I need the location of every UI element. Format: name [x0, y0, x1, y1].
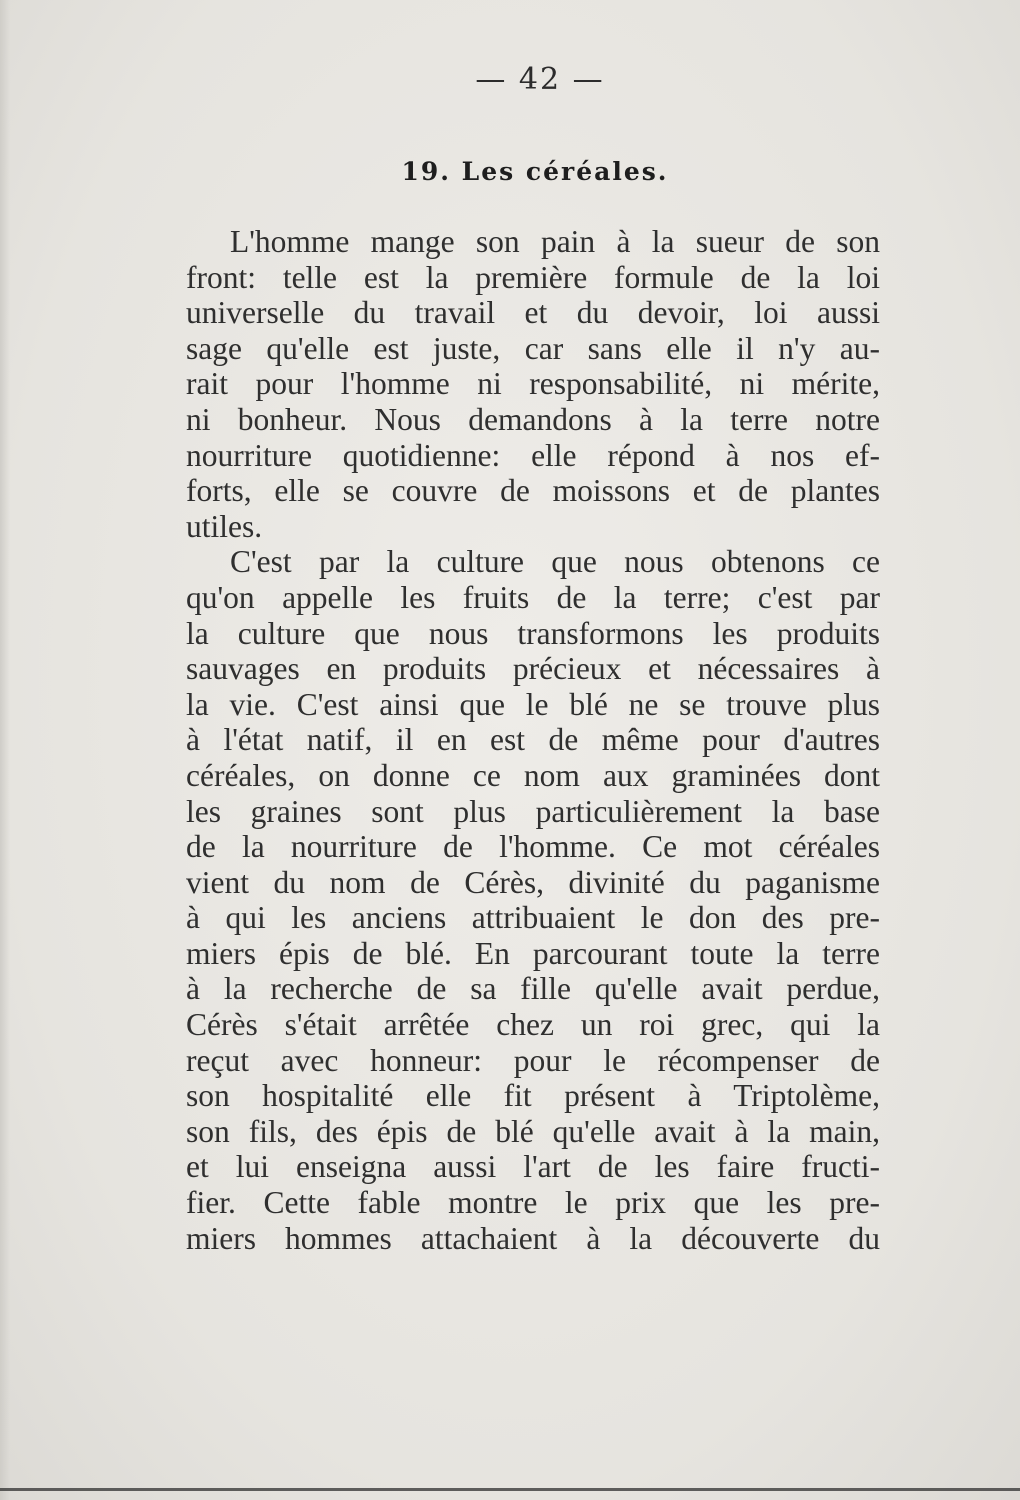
text-line: son fils, des épis de blé qu'elle avait à la main, — [186, 1113, 880, 1149]
page-number: — 42 — — [475, 62, 605, 97]
text-line: C'est par la culture que nous obtenons ce — [230, 544, 880, 580]
text-line: fier. Cette fable montre le prix que les pre- — [186, 1185, 880, 1221]
text-line: de la nourriture de l'homme. Ce mot céréales — [186, 829, 880, 865]
text-line: L'homme mange son pain à la sueur de son — [230, 224, 880, 259]
text-line: céréales, on donne ce nom aux graminées dont — [186, 757, 880, 793]
text-line: les graines sont plus particulièrement la base — [186, 793, 880, 829]
text-line: à l'état natif, il en est de même pour d'autres — [186, 722, 880, 758]
paragraph-1 — [186, 224, 880, 544]
text-line: sage qu'elle est juste, car sans elle il n'y au- — [186, 330, 880, 366]
text-line: forts, elle se couvre de moissons et de plantes — [186, 473, 880, 509]
text-line: reçut avec honneur: pour le récompenser de — [186, 1042, 880, 1078]
text-line: rait pour l'homme ni responsabilité, ni mérite, — [186, 366, 880, 402]
text-line: universelle du travail et du devoir, loi aussi — [186, 295, 880, 331]
text-line: utiles. — [186, 508, 263, 544]
section-title: 19. Les céréales. — [401, 157, 669, 186]
text-line: à qui les anciens attribuaient le don des pre- — [186, 900, 880, 936]
text-line: Cérès s'était arrêtée chez un roi grec, qui la — [186, 1007, 880, 1043]
text-line: la culture que nous transformons les produits — [186, 615, 880, 651]
text-line: nourriture quotidienne: elle répond à nos ef- — [186, 437, 880, 473]
text-line: sauvages en produits précieux et nécessaires à — [186, 651, 880, 687]
text-line: à la recherche de sa fille qu'elle avait perdue, — [186, 971, 880, 1007]
text-line: ni bonheur. Nous demandons à la terre notre — [186, 401, 880, 437]
page-bottom-edge — [0, 1488, 1020, 1491]
paragraph-2 — [186, 544, 880, 1256]
text-line: son hospitalité elle fit présent à Triptolème, — [186, 1078, 880, 1114]
page-left-edge-shadow — [0, 0, 10, 1500]
text-line: miers épis de blé. En parcourant toute la terre — [186, 935, 880, 971]
text-line: vient du nom de Cérès, divinité du paganisme — [186, 864, 880, 900]
text-line: miers hommes attachaient à la découverte du — [186, 1220, 880, 1256]
body-text — [186, 224, 880, 1256]
text-line: et lui enseigna aussi l'art de les faire fructi- — [186, 1149, 880, 1185]
text-line: front: telle est la première formule de la loi — [186, 259, 880, 295]
text-line: la vie. C'est ainsi que le blé ne se trouve plus — [186, 686, 880, 722]
text-line: qu'on appelle les fruits de la terre; c'est par — [186, 579, 880, 615]
